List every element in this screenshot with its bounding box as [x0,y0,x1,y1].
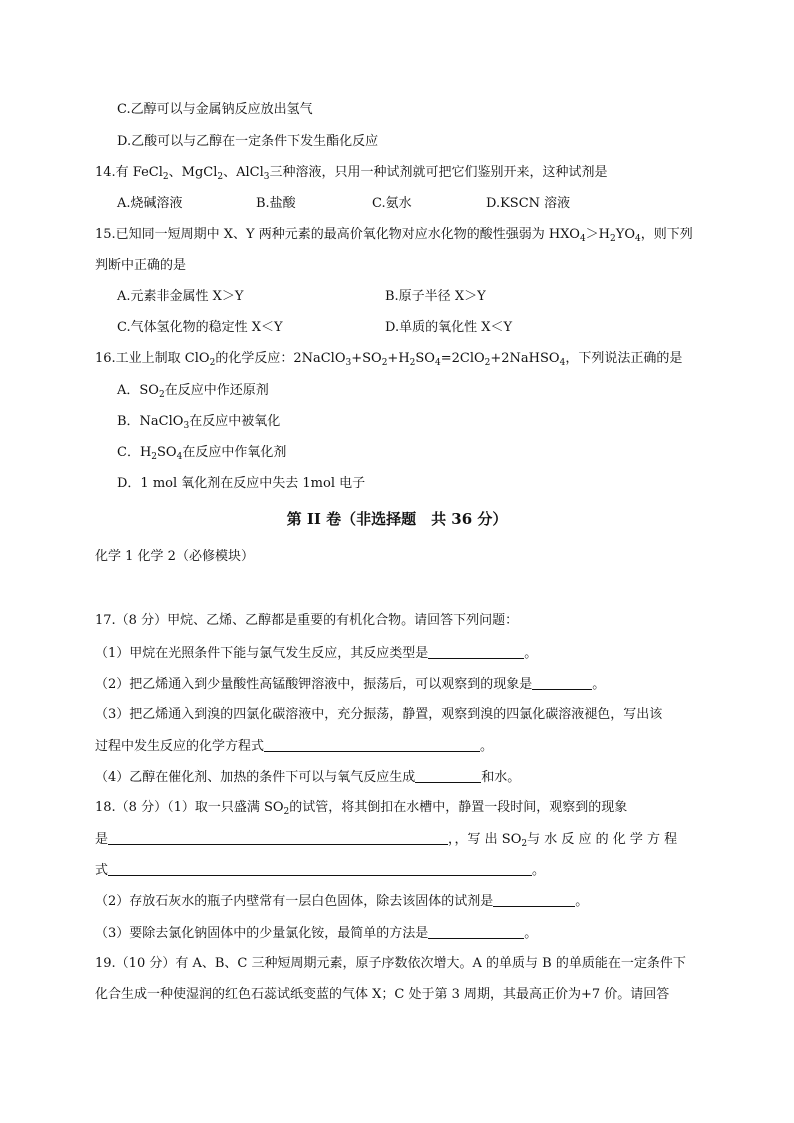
subscript: 3 [263,172,270,182]
subscript: 2 [381,358,388,368]
subscript: 2 [217,172,224,182]
q18-text: ，写 出 SO [454,832,522,847]
q15-stem-line1 [95,226,693,244]
q16-option-c [117,444,286,462]
q15-stem-part: ＞H [585,227,611,242]
q17-part2 [95,675,605,694]
q14-stem-part: 三种溶液，只用一种试剂就可把它们鉴别开来，这种试剂是 [269,165,608,180]
comma: ， [448,832,455,847]
q18-part2 [95,892,588,911]
q18-part1-line1 [95,799,627,817]
q13-option-c: C.乙醇可以与金属钠反应放出氢气 [117,102,313,117]
q17-part4-text: （4）乙醇在催化剂、加热的条件下可以与氧气反应生成 [95,770,416,785]
subscript: 2 [283,807,290,817]
q16-stem-part: =2ClO [440,351,485,366]
q19-line1: 19.（10 分）有 A、B、C 三种短周期元素，原子序数依次增大。A 的单质与 B 的单质能在一定条件下 [95,956,686,971]
subscript: 3 [345,358,352,368]
q16-option-part: 在反应中作氧化剂 [182,445,287,460]
q18-text: 是 [95,832,109,847]
q18-text: 18.（8 分）（1）取一只盛满 SO [95,800,284,815]
q16-stem-part: ，下列说法正确的是 [565,351,683,366]
subscript: 2 [484,358,491,368]
q18-text: （3）要除去氯化钠固体中的少量氯化铵，最简单的方法是 [95,926,429,941]
q17-part1 [95,644,537,663]
q16-stem-part: SO [415,351,435,366]
subscript: 3 [183,421,190,431]
period: 。 [532,863,546,878]
q18-part1-line3 [95,861,545,880]
subscript: 4 [635,234,641,244]
q14-option-b: B.盐酸 [256,196,296,211]
q15-option-c: C.气体氢化物的稳定性 X＜Y [117,320,283,335]
q15-option-a: A.元素非金属性 X＞Y [117,289,244,304]
subscript: 2 [151,452,158,462]
period: 。 [480,739,494,754]
q16-stem-part: 16.工业上制取 ClO [95,351,210,366]
answer-blank[interactable] [264,737,480,752]
q17-part3-text: 过程中发生反应的化学方程式 [95,739,265,754]
q17-stem: 17.（8 分）甲烷、乙烯、乙醇都是重要的有机化合物。请回答下列问题： [95,613,519,628]
q18-text: 的试管，将其倒扣在水槽中，静置一段时间，观察到的现象 [289,800,628,815]
q14-stem-part: 、AlCl [223,165,264,180]
q17-part3-line1: （3）把乙烯通入到溴的四氯化碳溶液中，充分振荡，静置，观察到溴的四氯化碳溶液褪色，写出该 [95,707,663,722]
period: 。 [575,894,589,909]
q15-option-b: B.原子半径 X＞Y [385,289,486,304]
section-subtitle: 化学 1 化学 2（必修模块） [95,549,254,564]
q17-part4-text: 和水。 [481,770,521,785]
q16-option-part: SO [157,445,177,460]
q16-option-a [117,382,269,400]
q14-option-a: A.烧碱溶液 [117,196,183,211]
period: 。 [524,926,538,941]
q16-option-d: D．1 mol 氧化剂在反应中失去 1mol 电子 [117,476,366,491]
answer-blank[interactable] [415,768,481,783]
q18-text: 与 水 反 应 的 化 学 方 程 [527,832,678,847]
q14-stem-part: 、MgCl [168,165,218,180]
q15-stem-line2: 判断中正确的是 [95,258,187,273]
q14-option-d: D.KSCN 溶液 [486,196,571,211]
q19-line2: 化合生成一种使湿润的红色石蕊试纸变蓝的气体 X；C 处于第 3 周期，其最高正价为+7 价。请回答 [95,987,670,1002]
q16-option-part: 在反应中被氧化 [189,414,281,429]
q16-option-part: A．SO [117,383,159,398]
q16-option-part: B．NaClO [117,414,184,429]
q14-option-c: C.氨水 [372,196,412,211]
subscript: 2 [409,358,416,368]
subscript: 2 [521,839,528,849]
q17-part3-line2 [95,737,493,756]
q18-text: 式 [95,863,109,878]
q16-stem-part: +2NaHSO [490,351,560,366]
answer-blank[interactable] [428,644,524,659]
q15-option-d: D.单质的氧化性 X＜Y [385,320,513,335]
q16-option-part: 在反应中作还原剂 [164,383,269,398]
q15-stem-part: YO [615,227,635,242]
q16-stem-part: +H [387,351,410,366]
subscript: 4 [434,358,441,368]
q18-part3 [95,924,537,943]
q16-stem [95,350,682,368]
q17-part2-text: （2）把乙烯通入到少量酸性高锰酸钾溶液中，振荡后，可以观察到的现象是 [95,677,533,692]
q17-part1-text: （1）甲烷在光照条件下能与氯气发生反应，其反应类型是 [95,646,429,661]
q16-option-b [117,413,280,431]
q14-stem-part: 14.有 FeCl [95,165,163,180]
q17-part4 [95,768,520,787]
q14-stem [95,164,608,182]
q13-option-d: D.乙酸可以与乙醇在一定条件下发生酯化反应 [117,134,379,149]
subscript: 4 [176,452,183,462]
subscript: 2 [162,172,169,182]
q15-stem-part: 15.已知同一短周期中 X、Y 两种元素的最高价氧化物对应水化物的酸性强弱为 HXO [95,227,580,242]
period: 。 [592,677,606,692]
answer-blank[interactable] [532,675,592,690]
answer-blank[interactable] [428,924,524,939]
section-title: 第 II 卷（非选择题 共 36 分） [286,510,508,528]
q16-stem-part: 的化学反应：2NaClO [215,351,346,366]
period: 。 [524,646,538,661]
subscript: 4 [579,234,586,244]
answer-blank[interactable] [108,830,448,845]
answer-blank[interactable] [108,861,532,876]
q16-stem-part: +SO [351,351,382,366]
q16-option-part: C．H [117,445,152,460]
subscript: 2 [158,390,165,400]
subscript: 2 [209,358,216,368]
q15-stem-part: ，则下列 [640,227,693,242]
subscript: 4 [559,358,566,368]
answer-blank[interactable] [493,892,575,907]
q18-part1-line2 [95,830,677,849]
subscript: 2 [610,234,616,244]
q18-text: （2）存放石灰水的瓶子内壁常有一层白色固体，除去该固体的试剂是 [95,894,494,909]
